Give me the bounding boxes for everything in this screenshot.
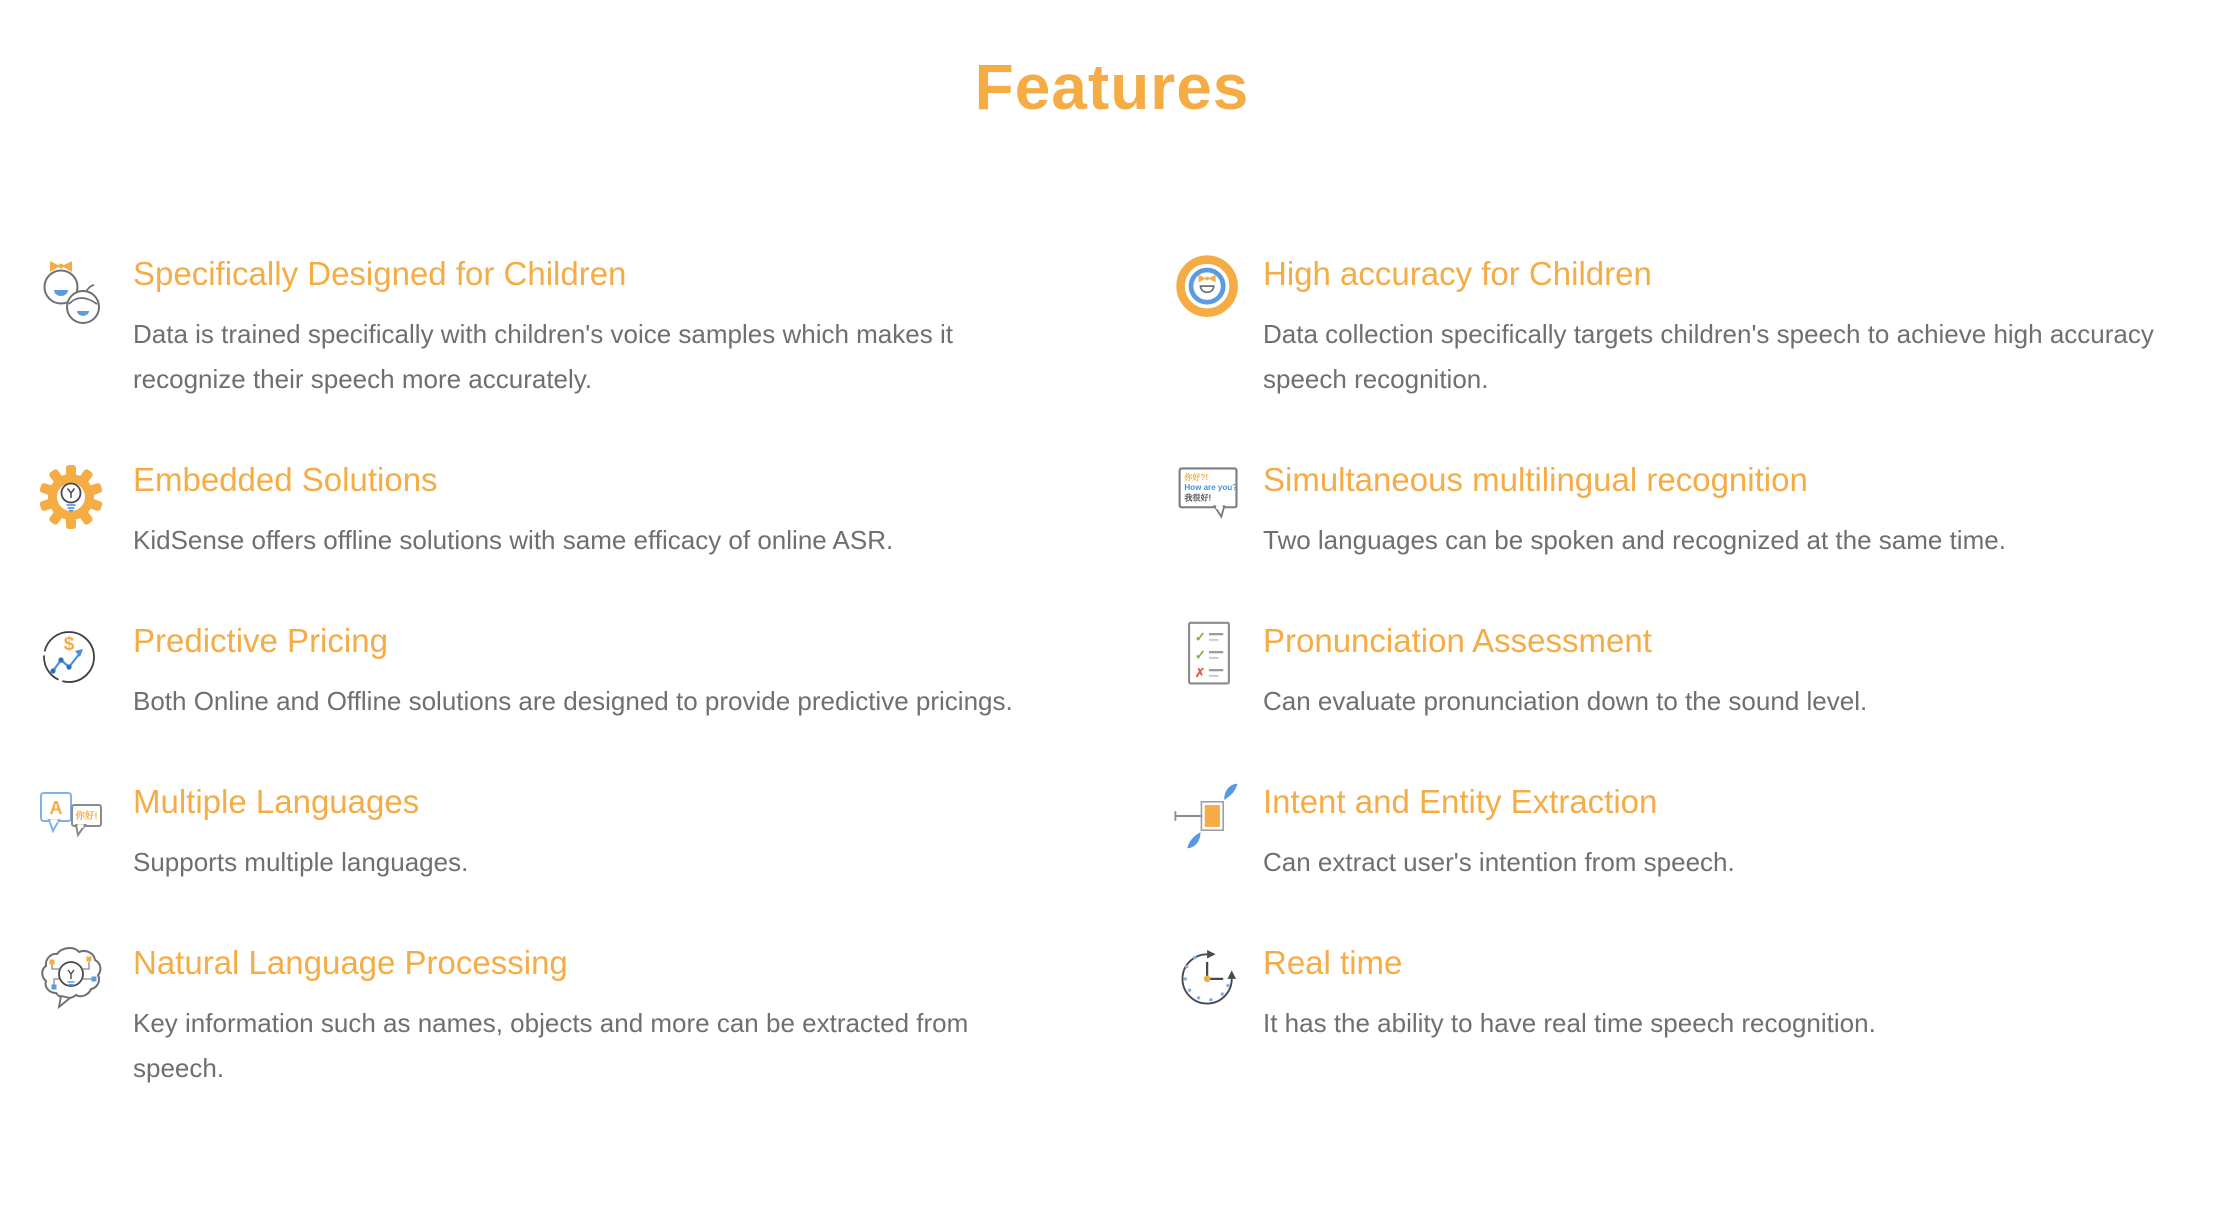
feature-title: High accuracy for Children [1263,255,1652,292]
feature-description: Supports multiple languages. [133,847,469,877]
nlp-brain-bubble-icon [33,941,133,1019]
feature-item-high-accuracy [1173,252,2184,402]
feature-title: Simultaneous multilingual recognition [1263,461,1808,498]
features-column-left [33,252,1045,1091]
svg-text:你好?!: 你好?! [1184,472,1209,482]
feature-title: Multiple Languages [133,783,420,820]
feature-content [1263,619,2184,724]
svg-text:我很好!: 我很好! [1184,493,1212,503]
svg-text:A: A [49,798,63,818]
feature-item-specifically-designed [33,252,1045,402]
target-child-icon [1173,252,1263,324]
svg-text:你好!: 你好! [75,811,98,822]
realtime-clock-icon [1173,941,1263,1013]
svg-text:✓: ✓ [1194,647,1206,663]
feature-description: It has the ability to have real time speech recognition. [1263,1008,1876,1038]
feature-description: KidSense offers offline solutions with same efficacy of online ASR. [133,525,894,555]
feature-content [1263,780,2184,885]
feature-description: Both Online and Offline solutions are designed to provide predictive pricings. [133,686,1013,716]
page-title: Features [974,51,1250,123]
svg-text:✗: ✗ [1194,665,1206,680]
feature-content [1263,941,2184,1046]
features-grid [0,252,2224,1091]
feature-title: Pronunciation Assessment [1263,622,1652,659]
feature-description: Can extract user's intention from speech. [1263,847,1735,877]
svg-text:✓: ✓ [1194,629,1206,645]
feature-content [133,619,1045,724]
gear-lightbulb-icon [33,458,133,536]
feature-item-nlp [33,941,1045,1091]
feature-description: Data collection specifically targets children's speech to achieve high accuracy speech recognition. [1263,319,2154,394]
feature-content [1263,252,2184,402]
feature-content [133,458,1045,563]
feature-title: Intent and Entity Extraction [1263,783,1658,820]
feature-item-predictive-pricing [33,619,1045,724]
feature-description: Key information such as names, objects and more can be extracted from speech. [133,1008,969,1083]
feature-content [1263,458,2184,563]
feature-title: Predictive Pricing [133,622,388,659]
predictive-pricing-icon [33,619,133,697]
feature-item-intent-entity-extraction [1173,780,2184,885]
feature-description: Data is trained specifically with children's voice samples which makes it recognize their speech more accurately. [133,319,953,394]
feature-title: Natural Language Processing [133,944,568,981]
svg-text:$: $ [63,634,75,655]
feature-item-multilingual-recognition [1173,458,2184,563]
feature-content [133,941,1045,1091]
feature-item-real-time [1173,941,2184,1046]
feature-description: Two languages can be spoken and recognized at the same time. [1263,525,2006,555]
multiple-languages-icon [33,780,133,858]
feature-item-embedded-solutions [33,458,1045,563]
feature-content [133,252,1045,402]
children-faces-icon [33,252,133,330]
checklist-icon [1173,619,1263,691]
features-column-right [1173,252,2184,1091]
feature-item-multiple-languages [33,780,1045,885]
feature-title: Specifically Designed for Children [133,255,627,292]
feature-title: Embedded Solutions [133,461,438,498]
svg-text:How are you?: How are you? [1184,483,1238,493]
feature-item-pronunciation-assessment [1173,619,2184,724]
feature-content [133,780,1045,885]
feature-title: Real time [1263,944,1403,981]
intent-extraction-icon [1173,780,1263,852]
feature-description: Can evaluate pronunciation down to the sound level. [1263,686,1868,716]
multilingual-bubble-icon [1173,458,1263,530]
